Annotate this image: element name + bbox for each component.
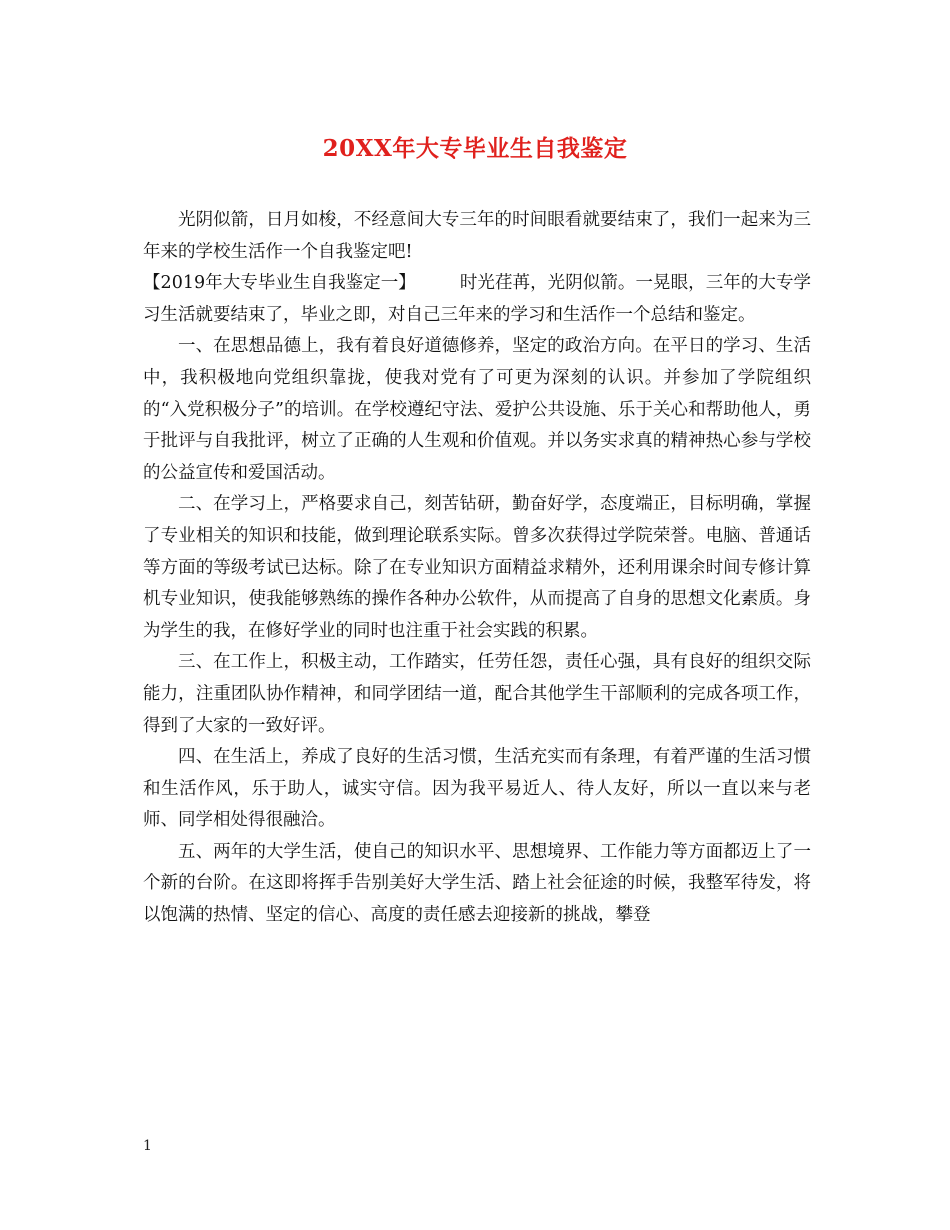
intro-paragraph: 光阴似箭，日月如梭，不经意间大专三年的时间眼看就要结束了，我们一起来为三年来的学校生活作一个自我鉴定吧! — [143, 210, 811, 262]
body-paragraph-5: 五、两年的大学生活，使自己的知识水平、思想境界、工作能力等方面都迈上了一个新的台阶。在这即将挥手告别美好大学生活、踏上社会征途的时候，我整军待发，将以饱满的热情、坚定的信心、高度的责任感去迎接新的挑战，攀登 — [143, 841, 811, 926]
page-number: 1 — [143, 1138, 152, 1154]
section-heading: 【2019年大专毕业生自我鉴定一】 — [143, 273, 416, 294]
section-paragraph — [143, 268, 811, 331]
body-paragraph-3: 三、在工作上，积极主动，工作踏实，任劳任怨，责任心强，具有良好的组织交际能力，注重团队协作精神，和同学团结一道，配合其他学生干部顺利的完成各项工作，得到了大家的一致好评。 — [143, 652, 811, 736]
body-paragraph-4: 四、在生活上，养成了良好的生活习惯，生活充实而有条理，有着严谨的生活习惯和生活作风，乐于助人，诚实守信。因为我平易近人、待人友好，所以一直以来与老师、同学相处得很融洽。 — [143, 747, 811, 831]
document-title: 20XX年大专毕业生自我鉴定 — [322, 135, 628, 162]
document-body — [143, 205, 811, 932]
body-paragraph-2: 二、在学习上，严格要求自己，刻苦钻研，勤奋好学，态度端正，目标明确，掌握了专业相关的知识和技能，做到理论联系实际。曾多次获得过学院荣誉。电脑、普通话等方面的等级考试已达标。除了在专业知识方面精益求精外，还利用课余时间专修计算机专业知识，使我能够熟练的操作各种办公软件，从而提高了自身的思想文化素质。身为学生的我，在修好学业的同时也注重于社会实践的积累。 — [143, 494, 811, 641]
section-opening: 时光荏苒，光阴似箭。一晃眼，三年的大专学习生活就要结束了，毕业之即，对自己三年来的学习和生活作一个总结和鉴定。 — [143, 273, 811, 325]
body-paragraph-1: 一、在思想品德上，我有着良好道德修养，坚定的政治方向。在平日的学习、生活中，我积极地向党组织靠拢，使我对党有了可更为深刻的认识。并参加了学院组织的“入党积极分子”的培训。在学校遵纪守法、爱护公共设施、乐于关心和帮助他人，勇于批评与自我批评，树立了正确的人生观和价值观。并以务实求真的精神热心参与学校的公益宣传和爱国活动。 — [143, 336, 811, 483]
